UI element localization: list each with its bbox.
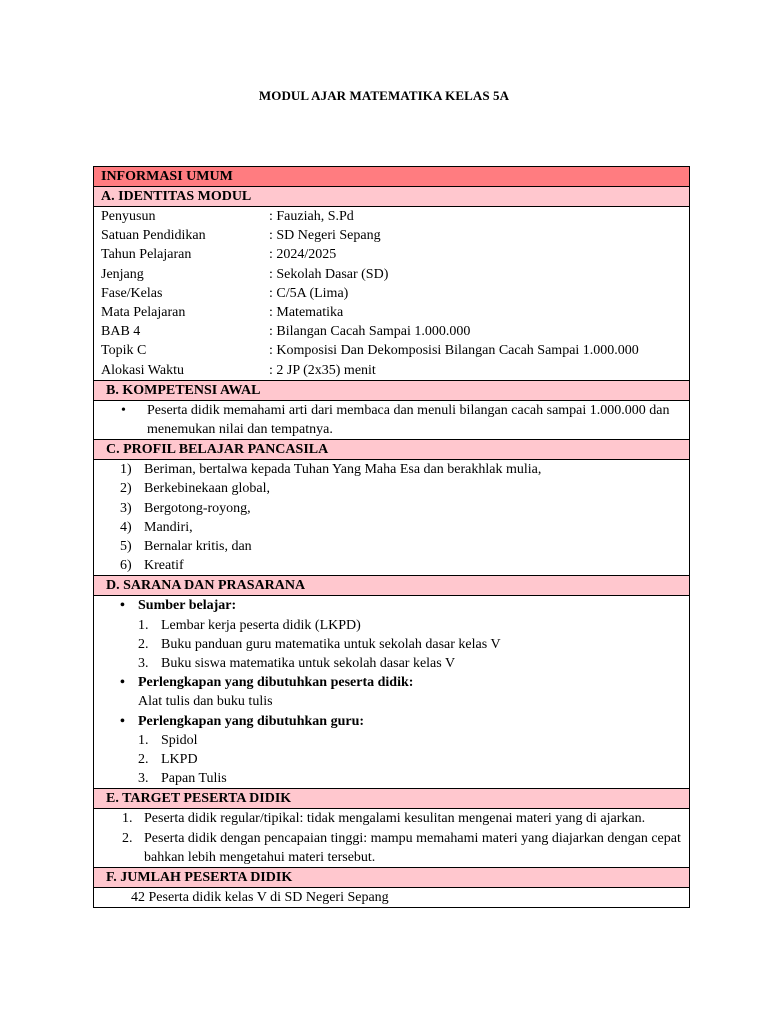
identity-row <box>94 284 689 303</box>
perlengkapan-siswa-title: • Perlengkapan yang dibutuhkan peserta didik: <box>138 673 689 692</box>
identity-row <box>94 322 689 341</box>
list-item: • Peserta didik memahami arti dari membaca dan menuli bilangan cacah sampai 1.000.000 dan menemukan nilai dan tempatnya. <box>147 401 689 439</box>
identity-row <box>94 226 689 245</box>
section-c-heading: C. PROFIL BELAJAR PANCASILA <box>94 440 690 460</box>
identity-key: Jenjang <box>101 266 144 282</box>
sarana-prasarana-body <box>94 596 690 789</box>
identity-key: Tahun Pelajaran <box>101 247 192 263</box>
identity-key: Satuan Pendidikan <box>101 228 206 244</box>
sumber-belajar-title: • Sumber belajar: <box>138 596 689 615</box>
identity-key: Penyusun <box>101 209 156 224</box>
identity-row <box>94 341 689 360</box>
identity-value: : Fauziah, S.Pd <box>269 209 354 224</box>
perlengkapan-guru-title: • Perlengkapan yang dibutuhkan guru: <box>138 712 689 731</box>
list-item: 6) Kreatif <box>120 558 184 574</box>
identity-row <box>94 265 689 284</box>
identity-value: : SD Negeri Sepang <box>269 228 381 244</box>
list-item: 2. Buku panduan guru matematika untuk sekolah dasar kelas V <box>138 636 501 652</box>
list-item: 3) Bergotong-royong, <box>120 500 251 516</box>
list-item: 5) Bernalar kritis, dan <box>120 539 252 555</box>
list-item: 1. Lembar kerja peserta didik (LKPD) <box>138 617 361 633</box>
section-f-heading: F. JUMLAH PESERTA DIDIK <box>94 868 690 888</box>
identity-value: : C/5A (Lima) <box>269 285 349 301</box>
jumlah-peserta-text: 42 Peserta didik kelas V di SD Negeri Sepang <box>94 888 690 908</box>
section-a-heading: A. IDENTITAS MODUL <box>94 187 690 207</box>
informasi-umum-header: INFORMASI UMUM <box>94 167 690 187</box>
identitas-modul-rows <box>94 207 690 381</box>
kompetensi-awal-body <box>94 400 690 439</box>
target-peserta-body <box>94 809 690 868</box>
list-item: 1. Spidol <box>138 732 198 748</box>
section-b-heading: B. KOMPETENSI AWAL <box>94 380 690 400</box>
list-item: 3. Papan Tulis <box>138 771 227 787</box>
identity-row <box>94 361 689 380</box>
list-item: 2) Berkebinekaan global, <box>120 481 270 497</box>
section-e-heading: E. TARGET PESERTA DIDIK <box>94 789 690 809</box>
identity-key: Fase/Kelas <box>101 285 163 301</box>
list-item: 2. Peserta didik dengan pencapaian tinggi: mampu memahami materi yang diajarkan dengan cepat bahkan lebih mengetahui materi tersebut. <box>122 830 681 865</box>
identity-key: BAB 4 <box>101 324 141 340</box>
identity-row <box>94 303 689 322</box>
identity-row <box>94 245 689 264</box>
identity-value: : 2024/2025 <box>269 247 337 263</box>
identity-value: : Komposisi Dan Dekomposisi Bilangan Cacah Sampai 1.000.000 <box>269 343 639 359</box>
identity-value: : 2 JP (2x35) menit <box>269 362 376 378</box>
identity-value: : Matematika <box>269 305 344 321</box>
list-item: 3. Buku siswa matematika untuk sekolah dasar kelas V <box>138 656 456 672</box>
identity-key: Alokasi Waktu <box>101 362 184 378</box>
module-info-table <box>93 166 690 908</box>
identity-value: : Sekolah Dasar (SD) <box>269 266 389 282</box>
list-item: 2. LKPD <box>138 752 198 768</box>
list-item: 1) Beriman, bertalwa kepada Tuhan Yang Maha Esa dan berakhlak mulia, <box>120 462 542 478</box>
identity-key: Topik C <box>101 343 147 359</box>
list-item: 1. Peserta didik regular/tipikal: tidak mengalami kesulitan mengenai materi yang di ajarkan. <box>122 811 646 827</box>
profil-pancasila-body <box>94 460 690 576</box>
perlengkapan-siswa-text: Alat tulis dan buku tulis <box>138 694 273 710</box>
identity-row <box>94 207 689 226</box>
section-d-heading: D. SARANA DAN PRASARANA <box>94 576 690 596</box>
list-item: 4) Mandiri, <box>120 519 193 535</box>
identity-value: : Bilangan Cacah Sampai 1.000.000 <box>269 324 471 340</box>
identity-key: Mata Pelajaran <box>101 305 186 321</box>
document-title: MODUL AJAR MATEMATIKA KELAS 5A <box>258 88 510 103</box>
